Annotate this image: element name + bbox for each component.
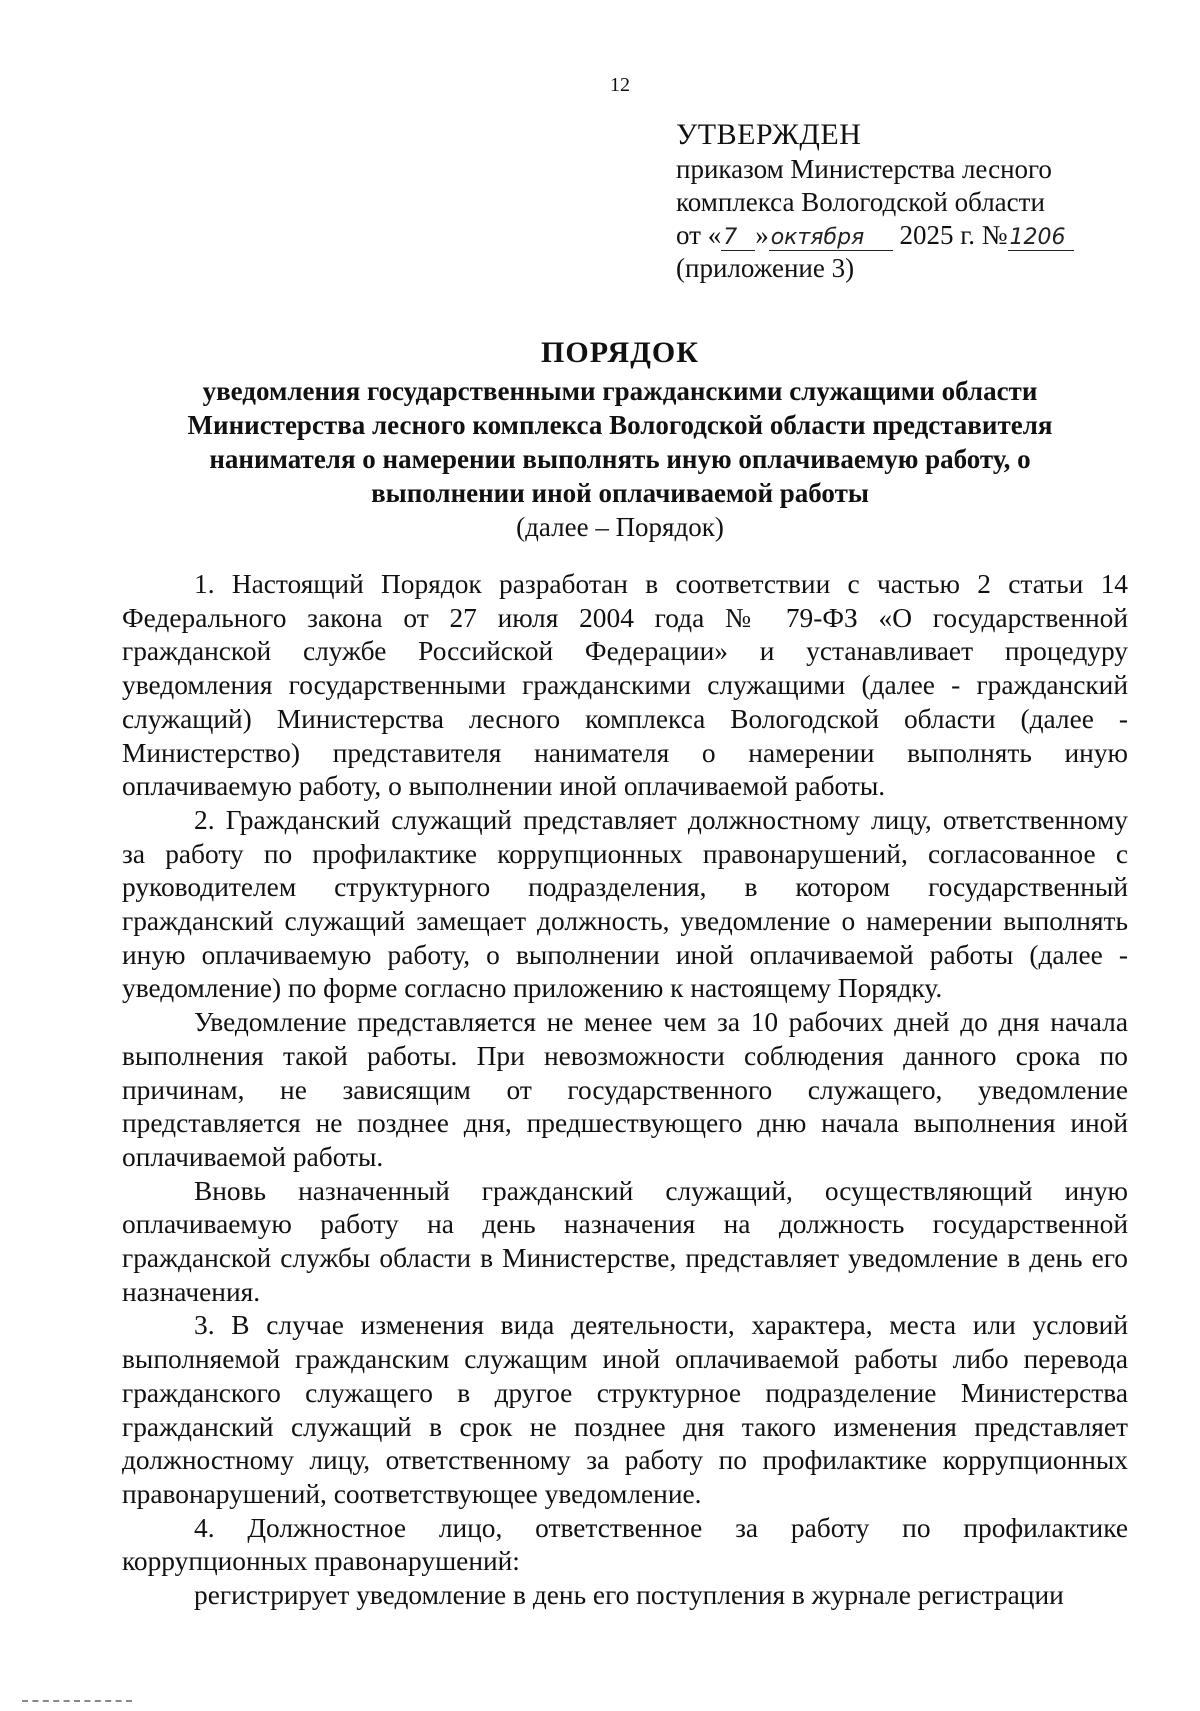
page-number: 12: [610, 74, 630, 96]
document-subtitle: [120, 374, 1120, 510]
handwritten-day: 7: [721, 226, 755, 251]
scan-edge-mark: [22, 1700, 132, 1704]
paragraph-2: 2. Гражданский служащий представляет должностному лицу, ответственному за работу по профилактике коррупционных правонарушений, согласованное с руководителем структурного подразделения, в котором государственный гражданский служащий замещает должность, уведомление о намерении выполнять иную оплачиваемую работу, о выполнении иной оплачиваемой работы (далее - уведомление) по форме согласно приложению к настоящему Порядку.: [122, 804, 1128, 1004]
date-year: 2025 г. №: [899, 220, 1008, 250]
approval-appendix: (приложение 3): [676, 253, 855, 283]
paragraph-1: 1. Настоящий Порядок разработан в соответствии с частью 2 статьи 14 Федерального закона от 27 июля 2004 года № 79-ФЗ «О государственной гражданской службе Российской Федерации» и устанавливает процедуру уведомления государственными гражданскими служащими (далее - гражданский служащий) Министерства лесного комплекса Вологодской области (далее - Министерство) представителя нанимателя о намерении выполнять иную оплачиваемую работу, о выполнении иной оплачиваемой работы.: [122, 569, 1128, 802]
approval-line-2: комплекса Вологодской области: [676, 187, 1045, 217]
approval-stamp: [676, 118, 1074, 285]
document-body: [122, 568, 1128, 1613]
subtitle-line-1: уведомления государственными гражданскими служащими области: [202, 376, 1038, 406]
document-heading: [120, 336, 1120, 544]
subtitle-line-4: выполнении иной оплачиваемой работы: [371, 478, 869, 508]
paragraph-4: 4. Должностное лицо, ответственное за работу по профилактике коррупционных правонарушений:: [122, 1512, 1128, 1577]
paragraph-2-deadline: Уведомление представляется не менее чем за 10 рабочих дней до дня начала выполнения такой работы. При невозможности соблюдения данного срока по причинам, не зависящим от государственного служащего, уведомление представляется не позднее дня, предшествующего дню начала выполнения иной оплачиваемой работы.: [122, 1007, 1128, 1172]
approval-line-1: приказом Министерства лесного: [676, 154, 1052, 184]
document-title: ПОРЯДОК: [541, 336, 699, 369]
handwritten-month: октября: [769, 226, 893, 251]
paragraph-2-new-appointee: Вновь назначенный гражданский служащий, осуществляющий иную оплачиваемую работу на день назначения на должность государственной гражданской службы области в Министерстве, представляет уведомление в день его назначения.: [122, 1175, 1128, 1307]
date-prefix: от «: [676, 220, 722, 250]
paragraph-4-registration: регистрирует уведомление в день его поступления в журнале регистрации: [194, 1580, 1064, 1611]
paragraph-3: 3. В случае изменения вида деятельности, характера, места или условий выполняемой гражданским служащим иной оплачиваемой работы либо перевода гражданского служащего в другое структурное подразделение Министерства гражданский служащий в срок не позднее дня такого изменения представляет должностному лицу, ответственному за работу по профилактике коррупционных правонарушений, соответствующее уведомление.: [122, 1310, 1128, 1509]
document-short-name: (далее – Порядок): [516, 512, 724, 542]
date-mid: »: [755, 220, 769, 250]
approval-date-line: [676, 219, 1074, 252]
subtitle-line-2: Министерства лесного комплекса Вологодской области представителя: [187, 410, 1053, 440]
subtitle-line-3: нанимателя о намерении выполнять иную оплачиваемую работу, о: [209, 444, 1031, 474]
handwritten-order-number: 1206: [1008, 226, 1074, 251]
approval-title: УТВЕРЖДЕН: [676, 118, 862, 151]
